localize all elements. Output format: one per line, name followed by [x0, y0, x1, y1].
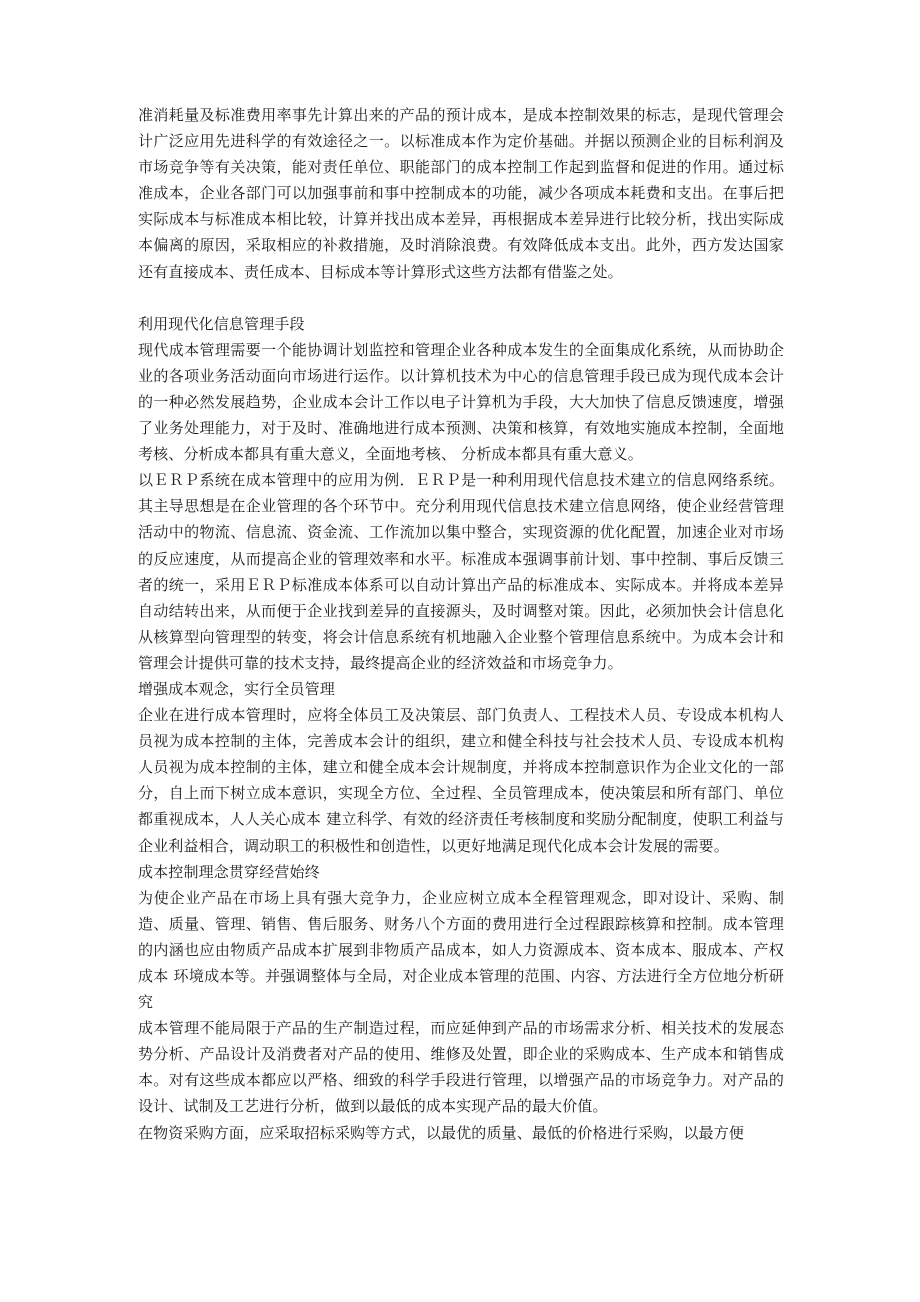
- paragraph-it-1: 现代成本管理需要一个能协调计划监控和管理企业各种成本发生的全面集成化系统，从而协助企业的各项业务活动面向市场进行运作。以计算机技术为中心的信息管理手段已成为现代成本会计的一种必然发展趋势，企业成本会计工作以电子计算机为手段，大大加快了信息反馈速度，增强了业务处理能力，对于及时、准确地进行成本预测、决策和核算，有效地实施成本控制，全面地考核、分析成本都具有重大意义，全面地考核、 分析成本都具有重大意义。: [138, 340, 784, 464]
- paragraph-concept-1: 为使企业产品在市场上具有强大竞争力，企业应树立成本全程管理观念，即对设计、采购、制造、质量、管理、销售、售后服务、财务八个方面的费用进行全过程跟踪核算和控制。成本管理的内涵也应由物质产品成本扩展到非物质产品成本，如人力资源成本、资本成本、服成本、产权成本 环境成本等。并强调整体与全局，对企业成本管理的范围、内容、方法进行全方位地分析研究: [138, 888, 784, 1012]
- paragraph-purchase: 在物资采购方面，应采取招标采购等方式，以最优的质量、最低的价格进行采购，以最方便: [138, 1123, 745, 1142]
- paragraph-concept-2: 成本管理不能局限于产品的生产制造过程，而应延伸到产品的市场需求分析、相关技术的发展态势分析、产品设计及消费者对产品的使用、维修及处置，即企业的采购成本、生产成本和销售成本。对有这些成本都应以严格、细致的科学手段进行管理，以增强产品的市场竞争力。对产品的设计、试制及工艺进行分析，做到以最低的成本实现产品的最大价值。: [138, 1019, 784, 1116]
- section-heading-concept: 成本控制理念贯穿经营始终: [138, 862, 320, 881]
- section-heading-staff: 增强成本观念，实行全员管理: [138, 679, 335, 698]
- paragraph-staff: 企业在进行成本管理时，应将全体员工及决策层、部门负责人、工程技术人员、专设成本机构人员视为成本控制的主体，完善成本会计的组织，建立和健全科技与社会技术人员、专设成本机构人员视为成本控制的主体，建立和健全成本会计规制度，并将成本控制意识作为企业文化的一部分，自上而下树立成本意识，实现全方位、全过程、全员管理成本，使决策层和所有部门、单位都重视成本，人人关心成本 建立科学、有效的经济责任考核制度和奖励分配制度，使职工利益与企业利益相合，调动职工的积极性和创造性，以更好地满足现代化成本会计发展的需要。: [138, 706, 784, 855]
- document-body: [138, 102, 784, 1146]
- paragraph-gap: [138, 285, 784, 311]
- section-heading-it: 利用现代化信息管理手段: [138, 314, 305, 333]
- paragraph-it-2: 以ＥＲＰ系统在成本管理中的应用为例．ＥＲＰ是一种利用现代信息技术建立的信息网络系统。其主导思想是在企业管理的各个环节中。充分利用现代信息技术建立信息网络，使企业经营管理活动中的物流、信息流、资金流、工作流加以集中整合，实现资源的优化配置，加速企业对市场的反应速度，从而提高企业的管理效率和水平。标准成本强调事前计划、事中控制、事后反馈三者的统一，采用ＥＲＰ标准成本体系可以自动计算出产品的标准成本、实际成本。并将成本差异自动结转出来，从而便于企业找到差异的直接源头，及时调整对策。因此，必须加快会计信息化从核算型向管理型的转变，将会计信息系统有机地融入企业整个管理信息系统中。为成本会计和管理会计提供可靠的技术支持，最终提高企业的经济效益和市场竞争力。: [138, 471, 784, 672]
- paragraph-intro: 准消耗量及标准费用率事先计算出来的产品的预计成本，是成本控制效果的标志，是现代管理会计广泛应用先进科学的有效途径之一。以标准成本作为定价基础。并据以预测企业的目标利润及市场竞争等有关决策，能对责任单位、职能部门的成本控制工作起到监督和促进的作用。通过标准成本，企业各部门可以加强事前和事中控制成本的功能，减少各项成本耗费和支出。在事后把实际成本与标准成本相比较，计算并找出成本差异，再根据成本差异进行比较分析，找出实际成本偏离的原因，采取相应的补救措施，及时消除浪费。有效降低成本支出。此外，西方发达国家还有直接成本、责任成本、目标成本等计算形式这些方法都有借鉴之处。: [138, 106, 784, 281]
